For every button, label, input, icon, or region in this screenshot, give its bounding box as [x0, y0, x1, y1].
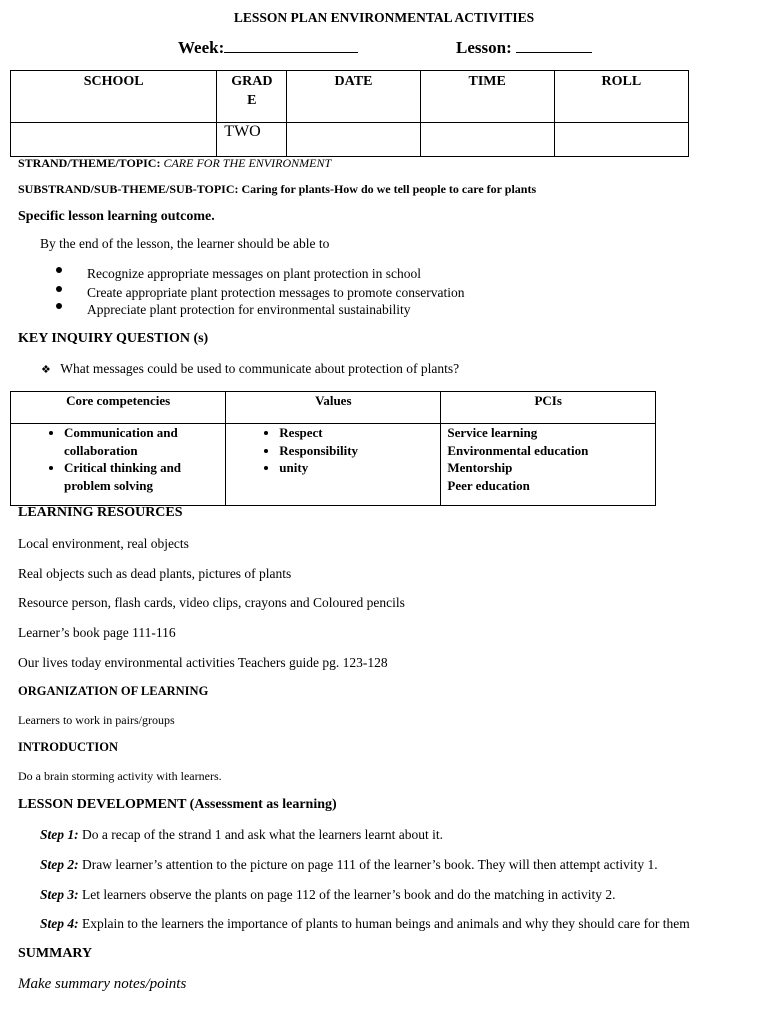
outcome-text: Appreciate plant protection for environmental sustainability	[87, 302, 411, 317]
resource-item: Local environment, real objects	[18, 536, 189, 551]
header-grade-text: GRAD E	[231, 74, 273, 108]
document-title: LESSON PLAN ENVIRONMENTAL ACTIVITIES	[233, 10, 535, 25]
pcis-cell	[441, 424, 656, 506]
info-table-header-row	[11, 71, 689, 123]
resource-item: Learner’s book page 111-116	[18, 625, 176, 640]
week-label: Week:	[178, 38, 225, 57]
values-list	[226, 424, 440, 477]
outcome-text: Create appropriate plant protection messages to promote conservation	[87, 285, 465, 300]
inquiry-heading: KEY INQUIRY QUESTION (s)	[18, 331, 209, 346]
header-core-competencies: Core competencies	[11, 392, 226, 424]
strand-value: CARE FOR THE ENVIRONMENT	[160, 156, 332, 170]
info-table	[10, 70, 689, 157]
introduction-heading: INTRODUCTION	[18, 740, 119, 754]
bullet-dot	[56, 286, 62, 292]
bullet-dot	[56, 303, 62, 309]
value-item: • unity	[279, 459, 440, 477]
header-school: SCHOOL	[11, 71, 217, 123]
competencies-list	[11, 424, 225, 494]
step-label: Step 2:	[40, 857, 79, 872]
development-step	[40, 827, 443, 843]
bullet-dot	[56, 267, 62, 273]
step-text: Explain to the learners the importance of plants to human beings and animals and why they should care for them	[78, 916, 690, 931]
grade-cell[interactable]: TWO	[217, 123, 287, 157]
step-label: Step 4:	[40, 916, 79, 931]
step-text: Draw learner’s attention to the picture on page 111 of the learner’s book. They will then attempt activity 1.	[78, 857, 658, 872]
inquiry-question: What messages could be used to communicate about protection of plants?	[60, 361, 460, 376]
lesson-field	[456, 38, 592, 58]
competency-item: • Communication and collaboration	[64, 424, 215, 459]
step-text: Do a recap of the strand 1 and ask what the learners learnt about it.	[78, 827, 443, 842]
outcome-text: Recognize appropriate messages on plant protection in school	[87, 266, 422, 281]
outcomes-intro: By the end of the lesson, the learner should be able to	[40, 236, 330, 251]
pci-item: Service learning	[447, 425, 538, 440]
pci-item: Peer education	[447, 477, 530, 493]
step-label: Step 1:	[40, 827, 79, 842]
development-step	[40, 916, 690, 932]
header-time: TIME	[420, 71, 554, 123]
pci-item: Environmental education	[447, 442, 589, 458]
values-cell	[226, 424, 441, 506]
pci-item: Mentorship	[447, 460, 513, 475]
organization-text: Learners to work in pairs/groups	[18, 713, 175, 727]
competencies-table	[10, 391, 656, 506]
week-blank[interactable]	[224, 38, 358, 53]
roll-cell[interactable]	[554, 123, 688, 157]
competencies-cell	[11, 424, 226, 506]
strand-line	[18, 156, 331, 171]
outcomes-heading: Specific lesson learning outcome.	[18, 209, 215, 224]
introduction-text: Do a brain storming activity with learners.	[18, 769, 222, 783]
header-pcis: PCIs	[441, 392, 656, 424]
development-heading: LESSON DEVELOPMENT (Assessment as learning)	[18, 797, 337, 812]
step-text: Let learners observe the plants on page 112 of the learner’s book and do the matching in activity 2.	[78, 887, 616, 902]
header-date: DATE	[287, 71, 420, 123]
substrand-line: SUBSTRAND/SUB-THEME/SUB-TOPIC: Caring for plants-How do we tell people to care for plants	[18, 182, 537, 196]
lesson-blank[interactable]	[516, 38, 592, 53]
resources-heading: LEARNING RESOURCES	[18, 505, 183, 520]
development-step	[40, 857, 658, 873]
summary-text: Make summary notes/points	[18, 976, 187, 992]
resource-item: Resource person, flash cards, video clips, crayons and Coloured pencils	[18, 595, 405, 610]
resource-item: Real objects such as dead plants, pictures of plants	[18, 566, 292, 581]
time-cell[interactable]	[420, 123, 554, 157]
lesson-label: Lesson:	[456, 38, 512, 57]
competencies-header-row	[11, 392, 656, 424]
development-step	[40, 887, 615, 903]
diamond-bullet-icon: ❖	[41, 363, 51, 376]
organization-heading: ORGANIZATION OF LEARNING	[18, 684, 209, 698]
info-table-value-row	[11, 123, 689, 157]
strand-label: STRAND/THEME/TOPIC:	[18, 156, 161, 170]
header-roll: ROLL	[554, 71, 688, 123]
header-grade	[217, 71, 287, 123]
step-label: Step 3:	[40, 887, 79, 902]
header-values: Values	[226, 392, 441, 424]
value-item: • Respect	[279, 424, 440, 442]
competency-item: • Critical thinking and problem solving	[64, 459, 215, 494]
school-cell[interactable]	[11, 123, 217, 157]
summary-heading: SUMMARY	[18, 946, 93, 961]
resource-item: Our lives today environmental activities Teachers guide pg. 123-128	[18, 655, 388, 670]
week-field	[178, 38, 358, 58]
value-item: • Responsibility	[279, 442, 440, 460]
inquiry-question-item	[41, 361, 459, 377]
date-cell[interactable]	[287, 123, 420, 157]
competencies-body-row	[11, 424, 656, 506]
